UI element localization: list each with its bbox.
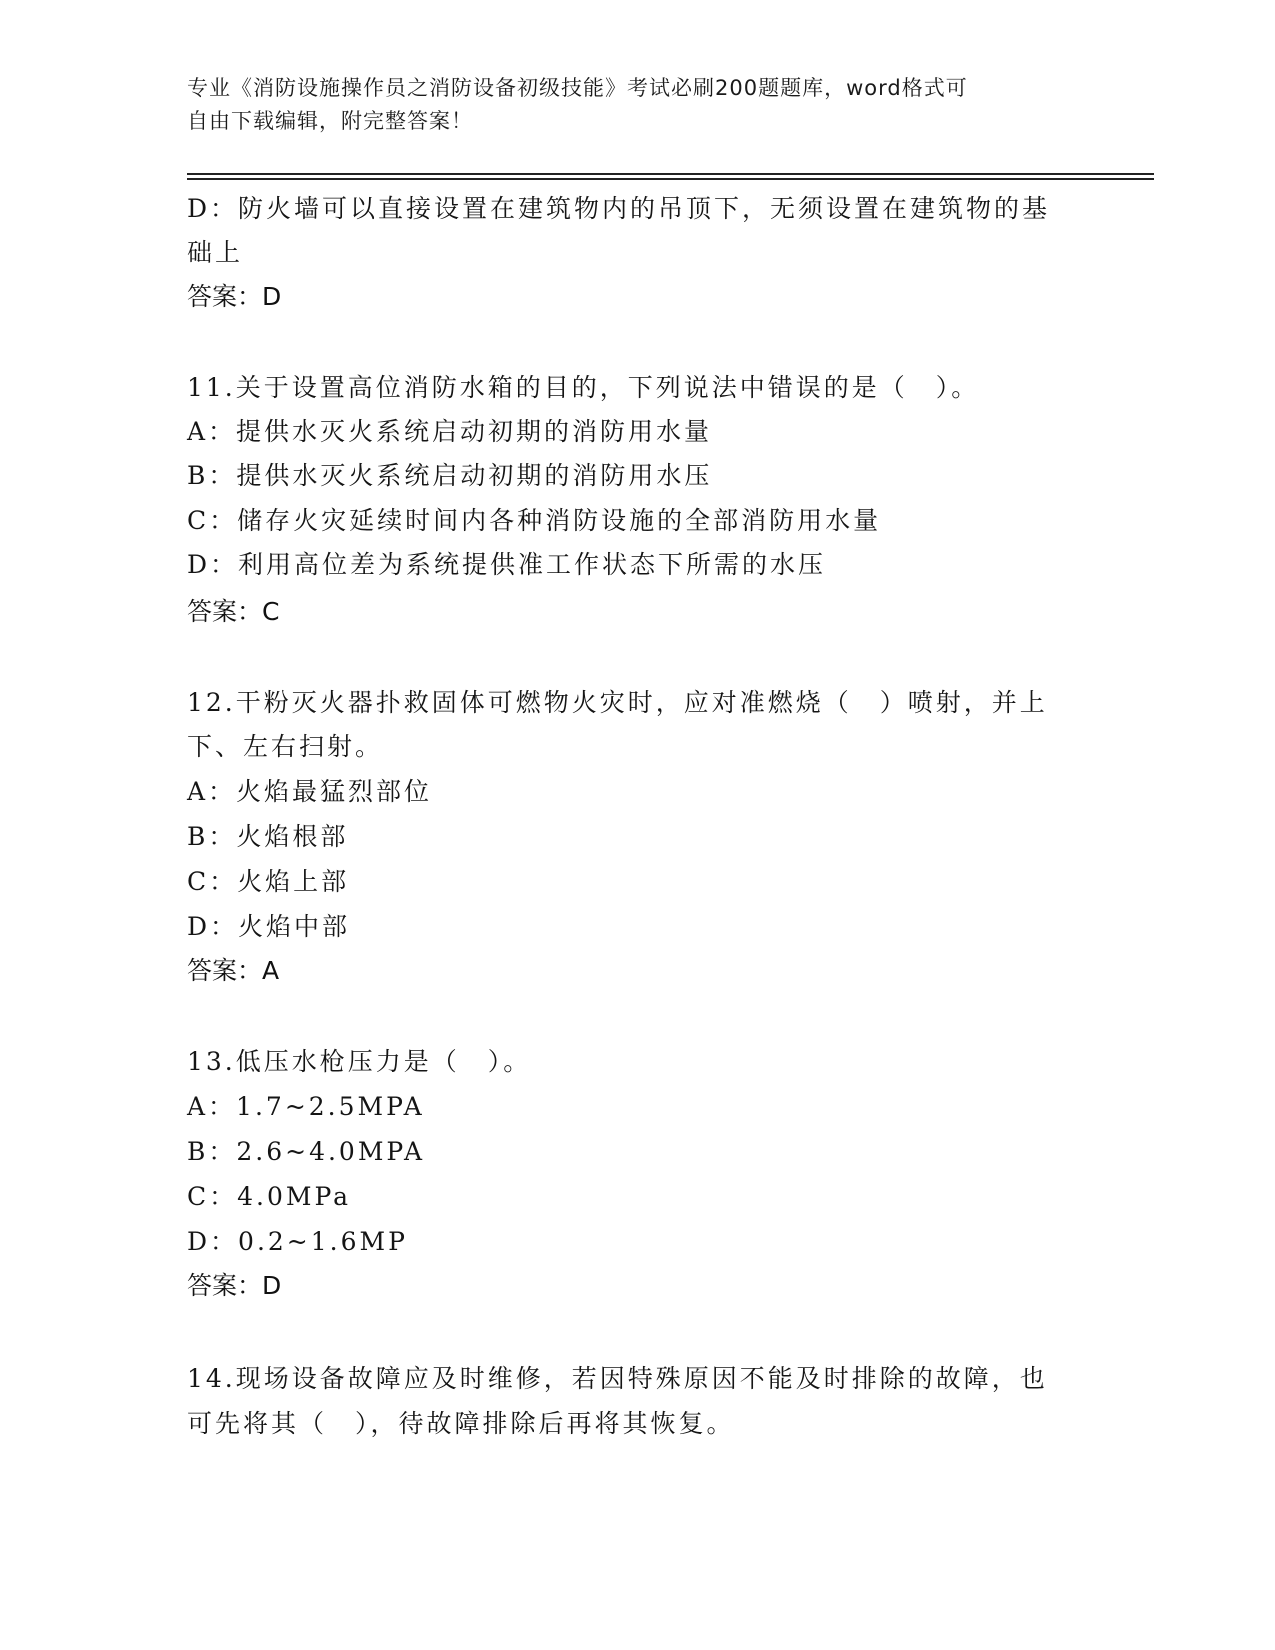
q14-stem-line-1: 14.现场设备故障应及时维修，若因特殊原因不能及时排除的故障，也	[187, 1364, 1048, 1393]
q12-option-d: D：火焰中部	[187, 912, 351, 941]
header-title-line-1: 专业《消防设施操作员之消防设备初级技能》考试必刷200题题库，word格式可	[187, 76, 968, 100]
q13-option-c: C：4.0MPa	[187, 1182, 352, 1211]
q13-option-d: D：0.2~1.6MP	[187, 1227, 408, 1256]
q12-answer: 答案：A	[187, 956, 280, 985]
q14-stem-line-2: 可先将其（ ），待故障排除后再将其恢复。	[187, 1409, 735, 1438]
q12-option-c: C：火焰上部	[187, 867, 350, 896]
q11-stem: 11.关于设置高位消防水箱的目的，下列说法中错误的是（ ）。	[187, 373, 980, 402]
header-divider-bottom	[187, 178, 1154, 180]
q11-option-d: D：利用高位差为系统提供准工作状态下所需的水压	[187, 550, 827, 579]
q13-answer: 答案：D	[187, 1271, 282, 1300]
q12-stem-line-2: 下、左右扫射。	[187, 732, 384, 761]
prev-option-d-line-2: 础上	[187, 238, 244, 267]
prev-option-d-line-1: D：防火墙可以直接设置在建筑物内的吊顶下，无须设置在建筑物的基	[187, 194, 1051, 223]
q12-stem-line-1: 12.干粉灭火器扑救固体可燃物火灾时，应对准燃烧（ ）喷射，并上	[187, 688, 1048, 717]
q12-option-a: A：火焰最猛烈部位	[187, 777, 433, 806]
q13-option-a: A：1.7~2.5MPA	[187, 1092, 425, 1121]
q11-option-b: B：提供水灭火系统启动初期的消防用水压	[187, 461, 713, 490]
q11-answer: 答案：C	[187, 597, 280, 626]
header-divider-top	[187, 173, 1154, 175]
q13-stem: 13.低压水枪压力是（ ）。	[187, 1047, 532, 1076]
q11-option-a: A：提供水灭火系统启动初期的消防用水量	[187, 417, 713, 446]
header-title-line-2: 自由下载编辑，附完整答案！	[187, 109, 473, 133]
q11-option-c: C：储存火灾延续时间内各种消防设施的全部消防用水量	[187, 506, 882, 535]
q13-option-b: B：2.6~4.0MPA	[187, 1137, 426, 1166]
document-header	[187, 72, 1087, 138]
prev-answer: 答案：D	[187, 282, 282, 311]
q12-option-b: B：火焰根部	[187, 822, 349, 851]
